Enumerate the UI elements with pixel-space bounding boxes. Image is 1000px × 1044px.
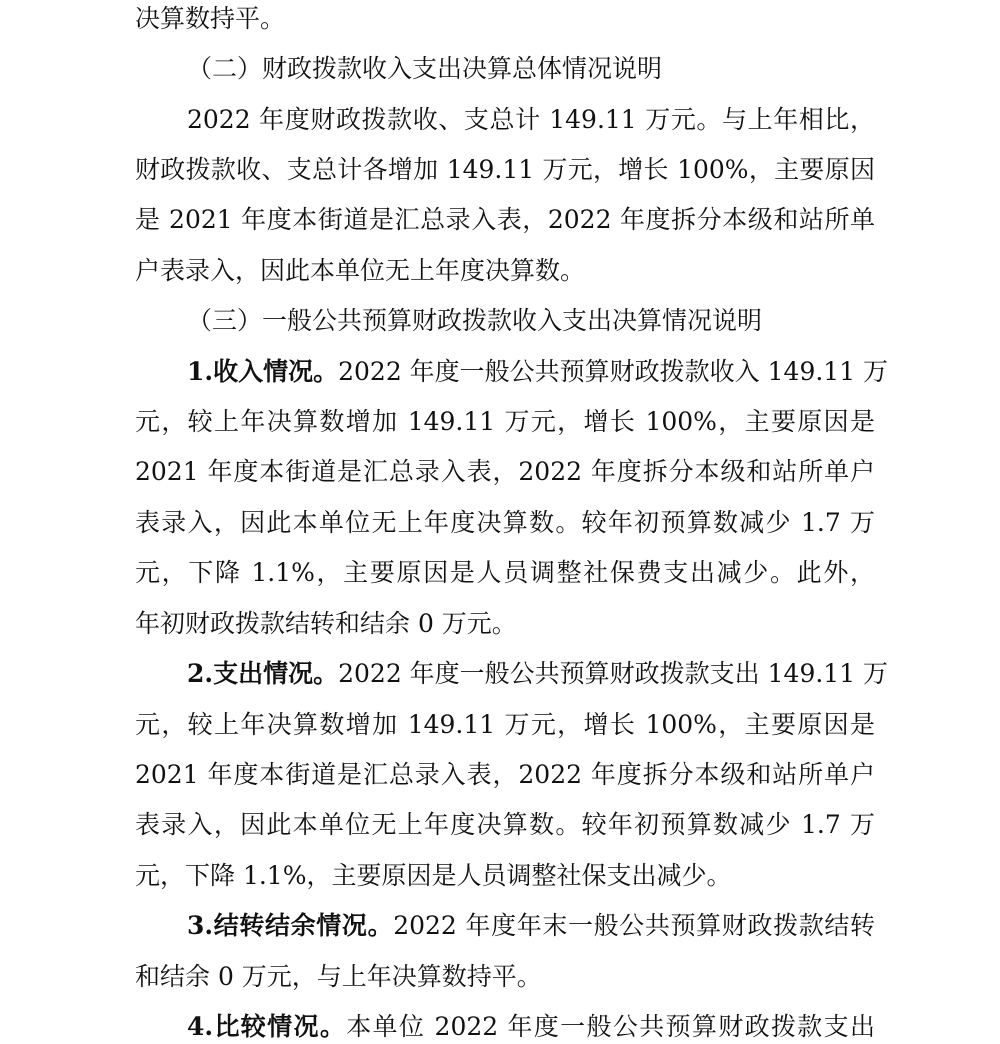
- text-line: 决算数持平。: [135, 4, 286, 33]
- paragraph-income-first-line: [187, 355, 889, 389]
- text-run: 2022 年度一般公共预算财政拨款收入 149.11 万: [338, 357, 889, 386]
- text-line: 年初财政拨款结转和结余 0 万元。: [135, 609, 517, 638]
- text-line: 表录入，因此本单位无上年度决算数。较年初预算数减少 1.7 万: [135, 508, 875, 537]
- text-line: 和结余 0 万元，与上年决算数持平。: [135, 962, 542, 991]
- paragraph-expense-first-line: [187, 657, 889, 691]
- text-line: 户表录入，因此本单位无上年度决算数。: [135, 256, 586, 285]
- paragraph-carryover-first-line: [187, 909, 875, 943]
- text-line: 2021 年度本街道是汇总录入表，2022 年度拆分本级和站所单户: [135, 457, 875, 486]
- paragraph-comparison-first-line: [187, 1010, 875, 1044]
- text-line: 元，较上年决算数增加 149.11 万元，增长 100%，主要原因是: [135, 407, 875, 436]
- carryover-title: 3.结转结余情况。: [187, 911, 394, 940]
- text-line: 元，较上年决算数增加 149.11 万元，增长 100%，主要原因是: [135, 710, 875, 739]
- income-title: 1.收入情况。: [187, 357, 339, 386]
- text-line: 2022 年度财政拨款收、支总计 149.11 万元。与上年相比，: [187, 105, 875, 134]
- section-heading-3: （三）一般公共预算财政拨款收入支出决算情况说明: [187, 306, 763, 335]
- section-heading-2: （二）财政拨款收入支出决算总体情况说明: [187, 54, 663, 83]
- text-line: 元，下降 1.1%，主要原因是人员调整社保支出减少。: [135, 861, 732, 890]
- text-line: 元，下降 1.1%，主要原因是人员调整社保费支出减少。此外，: [135, 558, 875, 587]
- text-run: 2022 年度年末一般公共预算财政拨款结转: [393, 911, 875, 940]
- text-line: 表录入，因此本单位无上年度决算数。较年初预算数减少 1.7 万: [135, 810, 875, 839]
- text-line: 财政拨款收、支总计各增加 149.11 万元，增长 100%，主要原因: [135, 155, 875, 184]
- text-line: 是 2021 年度本街道是汇总录入表，2022 年度拆分本级和站所单: [135, 205, 875, 234]
- text-run: 2022 年度一般公共预算财政拨款支出 149.11 万: [338, 659, 889, 688]
- expense-title: 2.支出情况。: [187, 659, 339, 688]
- text-line: 2021 年度本街道是汇总录入表，2022 年度拆分本级和站所单户: [135, 760, 875, 789]
- comparison-title: 4.比较情况。: [187, 1012, 347, 1041]
- text-run: 本单位 2022 年度一般公共预算财政拨款支出: [346, 1012, 875, 1041]
